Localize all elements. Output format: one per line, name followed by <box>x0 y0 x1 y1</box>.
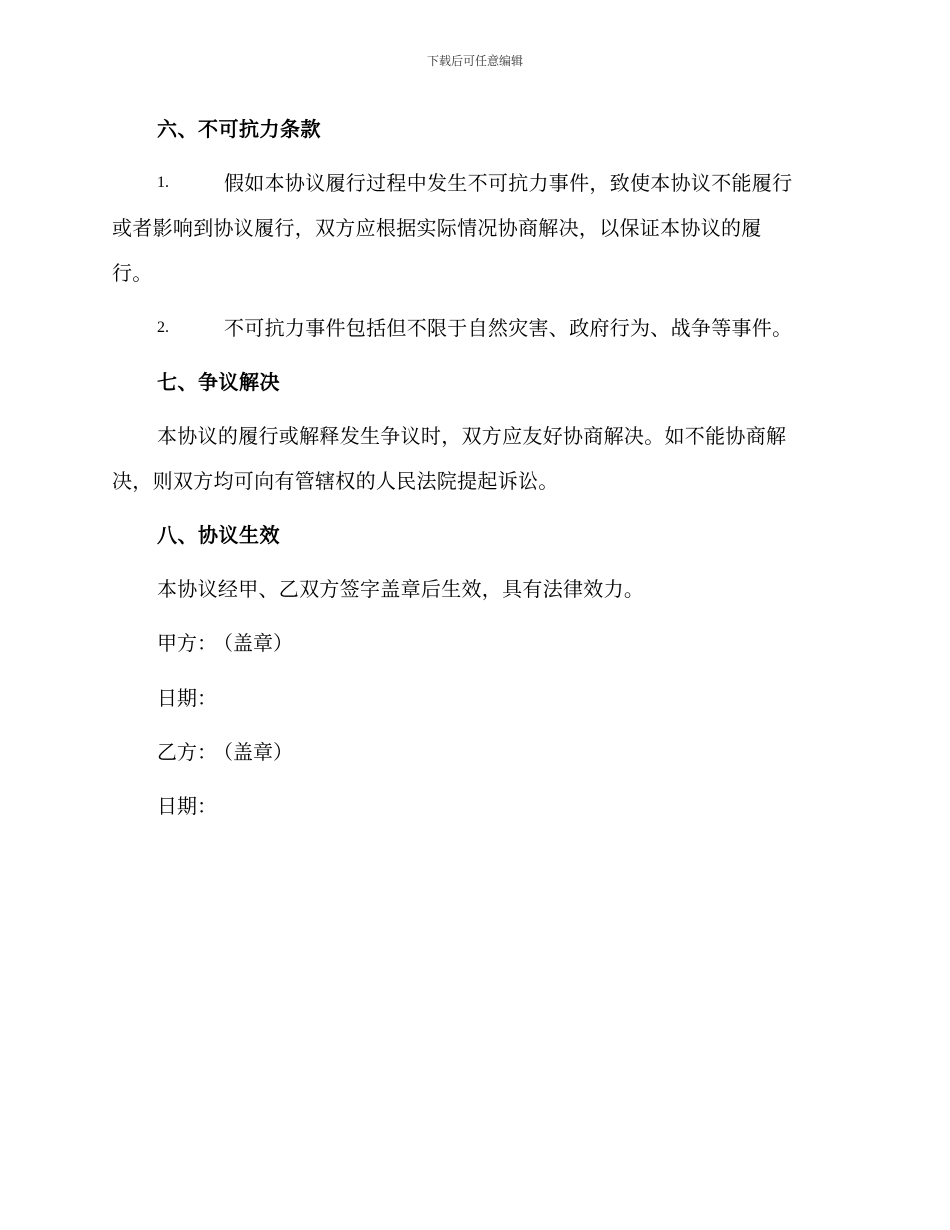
party-b-seal: （盖章） <box>223 740 293 764</box>
section-7-heading: 七、争议解决 <box>157 370 280 394</box>
item-1-line-2: 或者影响到协议履行，双方应根据实际情况协商解决，以保证本协议的履 <box>112 216 762 240</box>
party-b-date-row <box>157 792 217 820</box>
party-a-label: 甲方： <box>157 631 217 655</box>
party-a-date-row <box>157 684 217 712</box>
party-b-label: 乙方： <box>157 740 217 764</box>
page-header: 下载后可任意编辑 <box>426 54 523 68</box>
item-2-line-1: 不可抗力事件包括但不限于自然灾害、政府行为、战争等事件。 <box>224 316 793 340</box>
party-b-date-label: 日期： <box>157 794 217 818</box>
section-6-heading: 六、不可抗力条款 <box>157 117 321 141</box>
section-8-heading: 八、协议生效 <box>157 523 280 547</box>
item-2-number: 2. <box>157 319 169 336</box>
section-7-line-1: 本协议的履行或解释发生争议时，双方应友好协商解决。如不能协商解 <box>157 424 787 448</box>
section-8-line-1: 本协议经甲、乙双方签字盖章后生效，具有法律效力。 <box>157 577 645 601</box>
party-a-row <box>157 629 293 657</box>
party-a-seal: （盖章） <box>223 631 293 655</box>
party-b-row <box>157 738 293 766</box>
item-1-line-3: 行。 <box>112 261 153 285</box>
item-1-line-1: 假如本协议履行过程中发生不可抗力事件，致使本协议不能履行 <box>224 171 793 195</box>
section-7-line-2: 决，则双方均可向有管辖权的人民法院提起诉讼。 <box>112 469 559 493</box>
party-a-date-label: 日期： <box>157 686 217 710</box>
item-1-number: 1. <box>157 174 169 191</box>
